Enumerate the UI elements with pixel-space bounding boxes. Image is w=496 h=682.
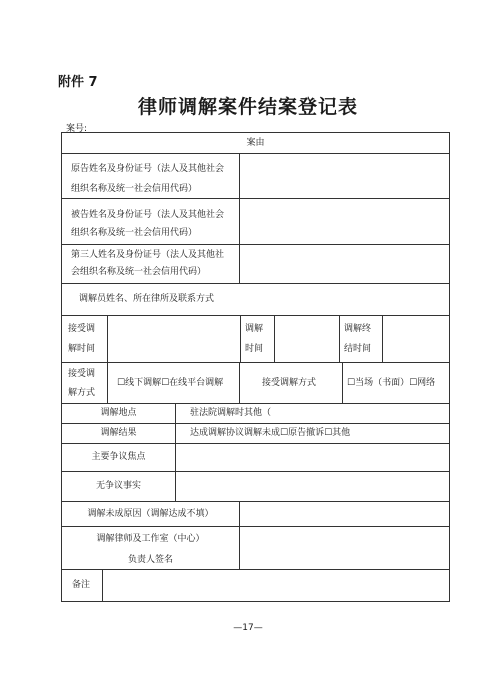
row-divider <box>62 198 449 199</box>
principal-sign-label: 负责人签名 <box>127 555 173 565</box>
column-divider <box>102 569 103 602</box>
row-divider <box>62 443 449 444</box>
row-divider <box>62 423 449 424</box>
attachment-label: 附件 7 <box>58 75 98 90</box>
column-divider <box>342 362 343 403</box>
column-divider <box>339 315 340 362</box>
accept-method-options[interactable]: ☐线下调解☐在线平台调解 <box>117 378 224 388</box>
row-divider <box>62 283 449 284</box>
mediator-info-label: 调解员姓名、所在律所及联系方式 <box>79 294 215 304</box>
accept-time-label-line1: 接受调 <box>68 324 96 334</box>
column-divider <box>382 315 383 362</box>
column-divider <box>240 315 241 362</box>
defendant-label-line1: 被告姓名及身份证号（法人及其他社会 <box>71 210 225 220</box>
dispute-focus-label: 主要争议焦点 <box>91 452 146 462</box>
row-divider <box>62 315 449 316</box>
row-divider <box>62 403 449 404</box>
method-label: 接受调解方式 <box>262 378 317 388</box>
location-label: 调解地点 <box>100 408 137 418</box>
case-number-label: 案号: <box>66 124 88 134</box>
row-divider <box>62 153 449 154</box>
accept-time-label-line2: 解时间 <box>68 344 96 354</box>
column-divider <box>239 501 240 569</box>
failure-reason-label: 调解未成原因（调解达成不填） <box>87 509 214 519</box>
end-time-label-line2: 结时间 <box>344 344 372 354</box>
mediation-time-label-line2: 时间 <box>245 344 264 354</box>
row-divider <box>62 244 449 245</box>
third-party-label-line2: 会组织名称及统一社会信用代码） <box>71 267 207 277</box>
row-divider <box>62 471 449 472</box>
cause-label: 案由 <box>246 138 265 148</box>
column-divider <box>274 315 275 362</box>
row-divider <box>62 362 449 363</box>
result-label: 调解结果 <box>100 428 137 438</box>
method-options[interactable]: ☐当场（书面）☐网络 <box>347 378 436 388</box>
remarks-label: 备注 <box>72 580 91 590</box>
accept-method-label-line1: 接受调 <box>68 369 96 379</box>
end-time-label-line1: 调解终 <box>344 324 372 334</box>
accept-method-label-line2: 解方式 <box>68 388 96 398</box>
page-number: —17— <box>233 623 263 633</box>
location-value[interactable]: 驻法院调解时其他（ <box>190 408 272 418</box>
result-value[interactable]: 达成调解协议调解未成☐原告撤诉☐其他 <box>190 428 351 438</box>
third-party-label-line1: 第三人姓名及身份证号（法人及其他社 <box>71 250 225 260</box>
row-divider <box>62 526 449 527</box>
column-divider <box>175 403 176 501</box>
defendant-label-line2: 组织名称及统一社会信用代码） <box>71 228 198 238</box>
plaintiff-label-line2: 组织名称及统一社会信用代码） <box>71 184 198 194</box>
row-divider <box>62 501 449 502</box>
lawyer-studio-label: 调解律师及工作室（中心） <box>96 534 205 544</box>
column-divider <box>107 315 108 403</box>
undisputed-facts-label: 无争议事实 <box>95 481 141 491</box>
column-divider <box>239 153 240 283</box>
form-title: 律师调解案件结案登记表 <box>137 96 358 118</box>
plaintiff-label-line1: 原告姓名及身份证号（法人及其他社会 <box>71 164 225 174</box>
mediation-time-label-line1: 调解 <box>245 324 264 334</box>
row-divider <box>62 569 449 570</box>
column-divider <box>239 362 240 403</box>
registration-form-table <box>61 132 450 602</box>
